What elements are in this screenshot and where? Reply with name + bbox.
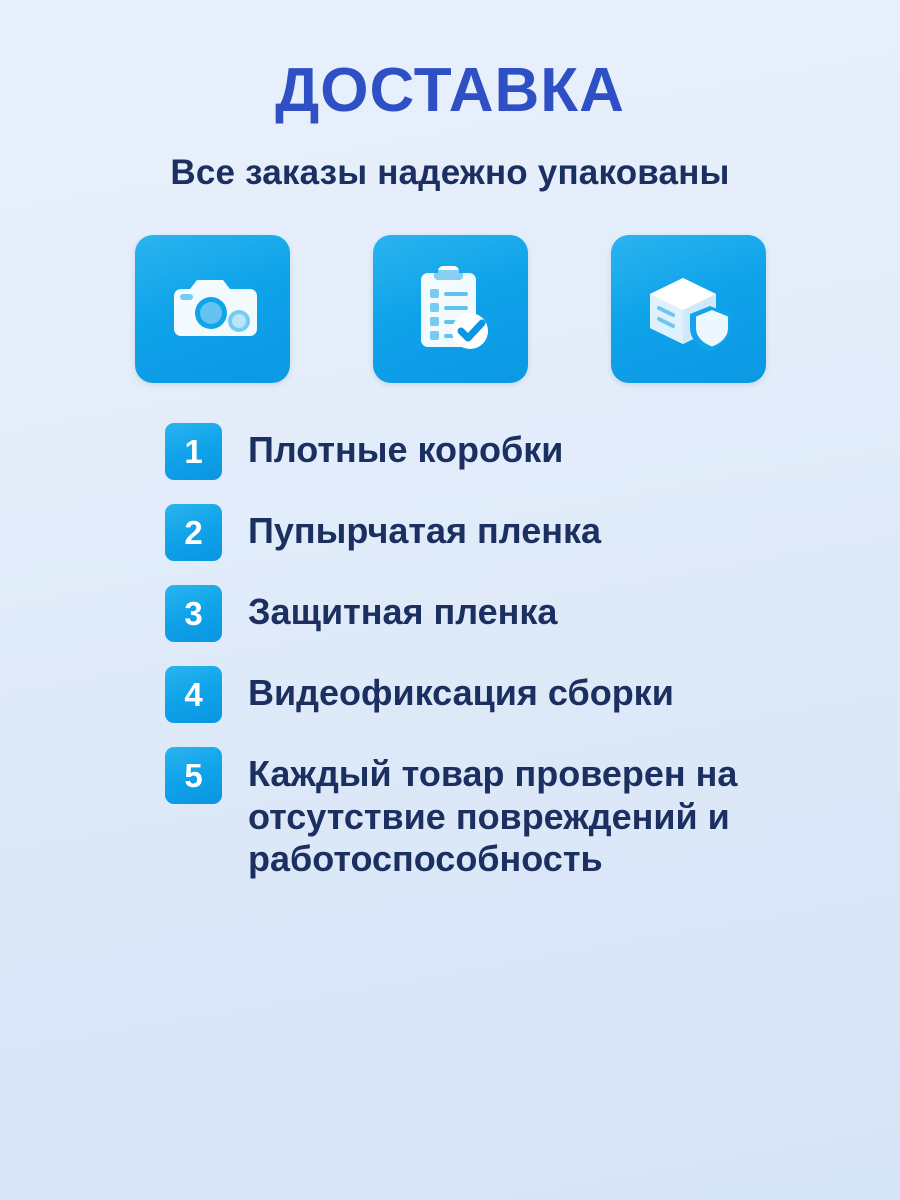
list-item	[165, 747, 830, 880]
list-item	[165, 585, 830, 642]
list-item-label: Каждый товар проверен на отсутствие повреждений и работоспособность	[248, 753, 738, 880]
icon-row	[135, 235, 766, 383]
checklist-icon-tile	[373, 235, 528, 383]
list-item	[165, 504, 830, 561]
camera-icon	[164, 269, 260, 349]
list-item	[165, 423, 830, 480]
list-item-number: 4	[165, 666, 222, 723]
camera-icon-tile	[135, 235, 290, 383]
page-subtitle: Все заказы надежно упакованы	[170, 153, 730, 193]
list-item-label: Пупырчатая пленка	[248, 510, 602, 552]
list-item-number: 3	[165, 585, 222, 642]
list-item-number: 5	[165, 747, 222, 804]
list-item	[165, 666, 830, 723]
list-item-number: 1	[165, 423, 222, 480]
list-item-number: 2	[165, 504, 222, 561]
page-title: ДОСТАВКА	[275, 56, 625, 125]
list-item-label: Видеофиксация сборки	[248, 672, 674, 714]
features-list	[70, 423, 830, 880]
checklist-icon	[404, 261, 496, 357]
package-shield-icon	[638, 264, 738, 354]
list-item-label: Плотные коробки	[248, 429, 564, 471]
package-shield-icon-tile	[611, 235, 766, 383]
list-item-label: Защитная пленка	[248, 591, 558, 633]
